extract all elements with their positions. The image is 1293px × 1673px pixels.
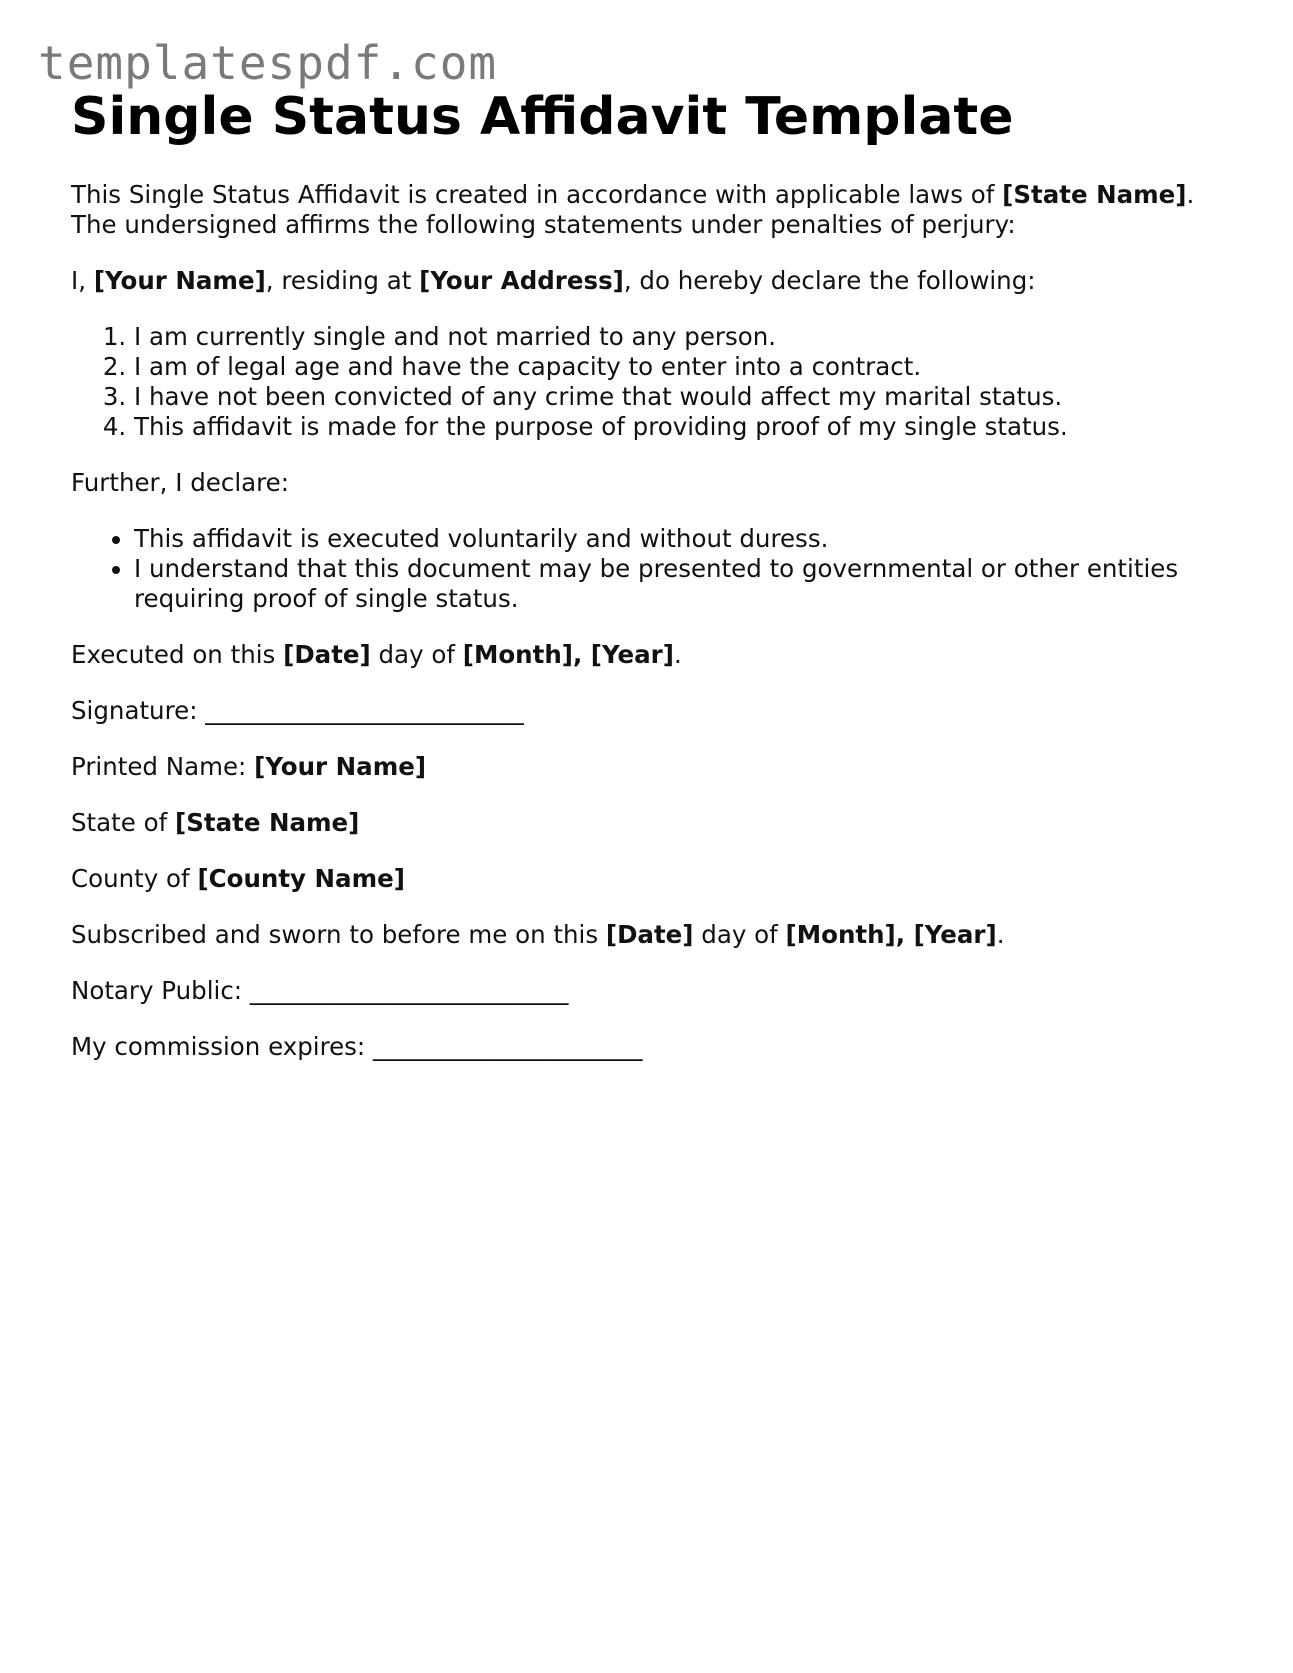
state-line [71,808,1231,838]
sworn-suffix: . [996,919,1005,949]
signature-blank[interactable]: __________________________ [205,695,524,725]
notary-blank[interactable]: __________________________ [249,975,569,1005]
sworn-prefix: Subscribed and sworn to before me on this [71,919,606,949]
signature-line [71,696,1231,726]
list-item: • This affidavit is executed voluntarily and without duress. [134,524,1231,554]
executed-middle: day of [370,639,463,669]
declaration-prefix: I, [71,265,94,295]
notary-label: Notary Public: [71,975,250,1005]
sworn-month-year-placeholder: [Month], [Year] [785,919,997,949]
intro-paragraph [71,180,1231,240]
county-placeholder: [County Name] [197,863,405,893]
address-placeholder: [Your Address] [419,265,624,295]
bullet-statements-list [71,524,1231,614]
printed-name-line [71,752,1231,782]
list-item: 2. I am of legal age and have the capacity to enter into a contract. [134,352,1231,382]
intro-text-1: This Single Status Affidavit is created in accordance with applicable laws of [71,179,1003,209]
executed-month-year-placeholder: [Month], [Year] [462,639,674,669]
commission-label: My commission expires: [71,1031,373,1061]
list-item: • I understand that this document may be presented to governmental or other entities requiring proof of single status. [134,554,1231,614]
intro-state-placeholder: [State Name] [1002,179,1187,209]
list-item: 3. I have not been convicted of any crime that would affect my marital status. [134,382,1231,412]
commission-line [71,1032,1231,1062]
further-heading: Further, I declare: [71,467,289,497]
executed-suffix: . [673,639,682,669]
executed-line [71,640,1231,670]
watermark-text: templatespdf.com [38,36,498,90]
declaration-paragraph [71,266,1231,296]
county-line [71,864,1231,894]
name-placeholder: [Your Name] [93,265,266,295]
county-label: County of [71,863,198,893]
printed-name-label: Printed Name: [71,751,255,781]
executed-prefix: Executed on this [71,639,284,669]
numbered-statements-list [71,322,1231,442]
notary-line [71,976,1231,1006]
document-body [71,88,1231,1088]
printed-name-placeholder: [Your Name] [254,751,427,781]
commission-blank[interactable]: ______________________ [372,1031,643,1061]
state-label: State of [71,807,176,837]
declaration-middle: , residing at [265,265,420,295]
signature-label: Signature: [71,695,206,725]
intro-text-2: . The undersigned affirms the following statements under penalties of perjury: [71,179,1195,239]
declaration-suffix: , do hereby declare the following: [623,265,1036,295]
list-item: 1. I am currently single and not married to any person. [134,322,1231,352]
sworn-date-placeholder: [Date] [605,919,694,949]
state-placeholder: [State Name] [175,807,360,837]
sworn-line [71,920,1231,950]
executed-date-placeholder: [Date] [283,639,371,669]
page-title: Single Status Affidavit Template [71,87,1014,147]
list-item: 4. This affidavit is made for the purpose of providing proof of my single status. [134,412,1231,442]
sworn-middle: day of [693,919,786,949]
